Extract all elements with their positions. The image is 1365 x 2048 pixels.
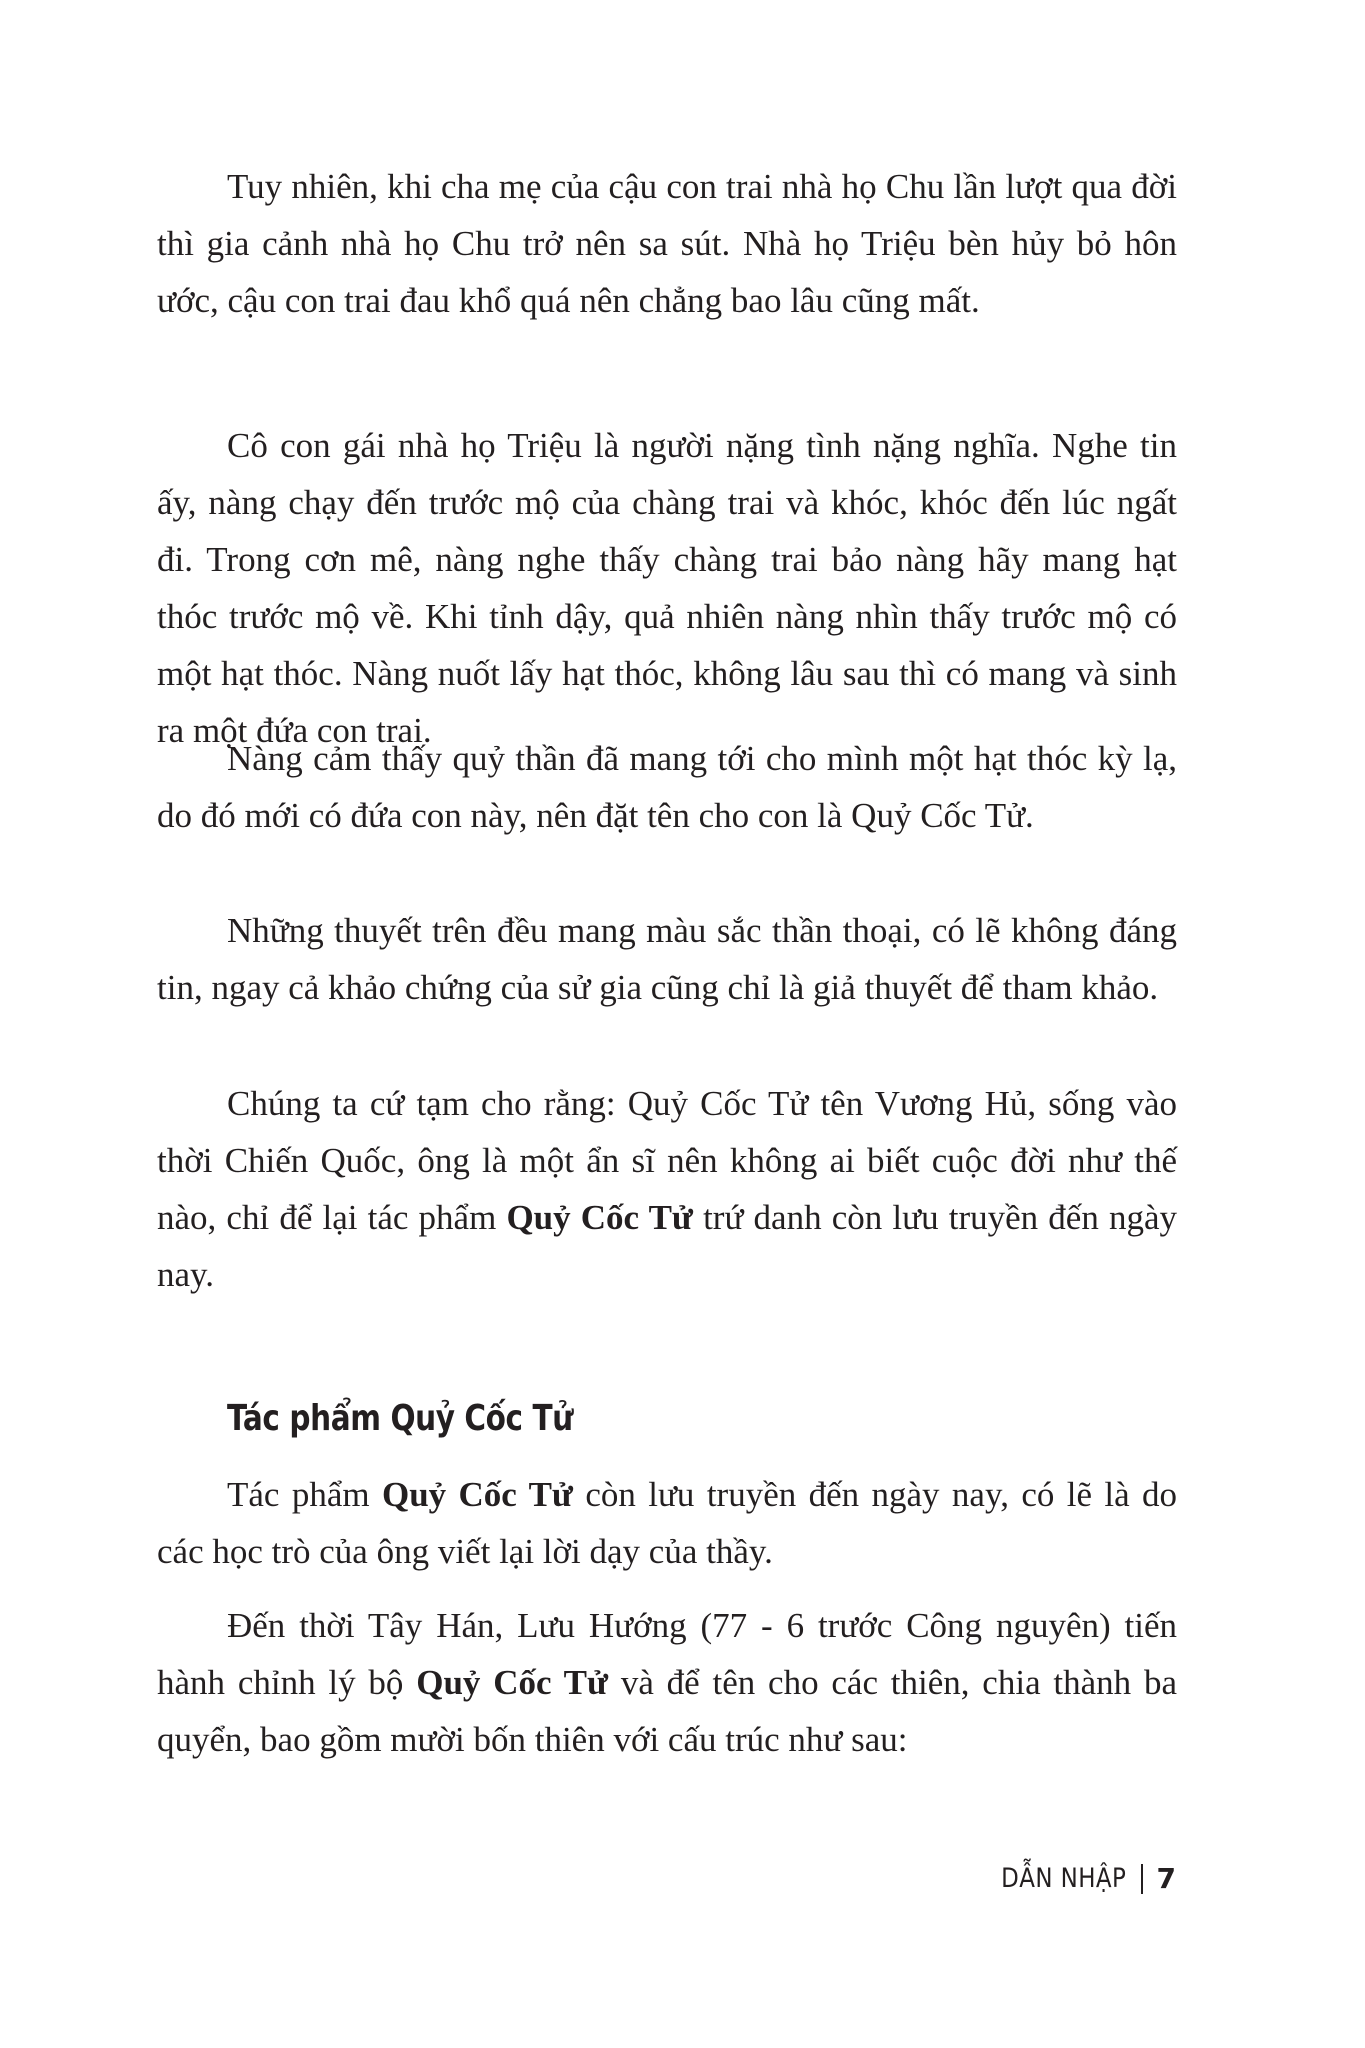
paragraph-text: Nàng cảm thấy quỷ thần đã mang tới cho mình một hạt thóc kỳ lạ, do đó mới có đứa con này, nên đặt tên cho con là Quỷ Cốc Tử. bbox=[157, 739, 1177, 835]
paragraph-text bbox=[157, 1075, 1177, 1303]
paragraph-5 bbox=[157, 1075, 1177, 1303]
paragraph-6 bbox=[157, 1466, 1177, 1580]
text-run: và để tên cho các thiên, chia thành ba quyển, bao gồm mười bốn thiên với cấu trúc như sau: bbox=[157, 1663, 1177, 1759]
section-heading: Tác phẩm Quỷ Cốc Tử bbox=[227, 1398, 573, 1439]
paragraph-text: Những thuyết trên đều mang màu sắc thần thoại, có lẽ không đáng tin, ngay cả khảo chứng của sử gia cũng chỉ là giả thuyết để tham khảo. bbox=[157, 911, 1177, 1007]
text-run: Chúng ta cứ tạm cho rằng: Quỷ Cốc Tử tên Vương Hủ, sống vào thời Chiến Quốc, ông là một ẩn sĩ nên không ai biết cuộc đời như thế nào, chỉ để lại tác phẩm bbox=[157, 1084, 1177, 1237]
text-run: trứ danh còn lưu truyền đến ngày nay. bbox=[157, 1198, 1177, 1294]
paragraph-text bbox=[157, 1466, 1177, 1580]
paragraph-3 bbox=[157, 730, 1177, 844]
text-run: Đến thời Tây Hán, Lưu Hướng (77 - 6 trước Công nguyên) tiến hành chỉnh lý bộ bbox=[157, 1606, 1177, 1702]
book-title-bold: Quỷ Cốc Tử bbox=[506, 1198, 693, 1237]
section-label: DẪN NHẬP bbox=[1001, 1863, 1127, 1894]
page-number: 7 bbox=[1156, 1862, 1176, 1895]
text-run: còn lưu truyền đến ngày nay, có lẽ là do các học trò của ông viết lại lời dạy của thầy. bbox=[157, 1475, 1178, 1571]
paragraph-text bbox=[157, 1597, 1177, 1768]
paragraph-4 bbox=[157, 902, 1177, 1016]
paragraph-text: Tuy nhiên, khi cha mẹ của cậu con trai nhà họ Chu lần lượt qua đời thì gia cảnh nhà họ Chu trở nên sa sút. Nhà họ Triệu bèn hủy bỏ hôn ước, cậu con trai đau khổ quá nên chẳng bao lâu cũng mất. bbox=[157, 167, 1177, 320]
paragraph-7 bbox=[157, 1597, 1177, 1768]
footer-divider bbox=[1141, 1864, 1143, 1894]
text-run: Tác phẩm bbox=[227, 1475, 382, 1514]
paragraph-1 bbox=[157, 158, 1177, 329]
paragraph-text: Cô con gái nhà họ Triệu là người nặng tình nặng nghĩa. Nghe tin ấy, nàng chạy đến trước mộ của chàng trai và khóc, khóc đến lúc ngất đi. Trong cơn mê, nàng nghe thấy chàng trai bảo nàng hãy mang hạt thóc trước mộ về. Khi tỉnh dậy, quả nhiên nàng nhìn thấy trước mộ có một hạt thóc. Nàng nuốt lấy hạt thóc, không lâu sau thì có mang và sinh ra một đứa con trai. bbox=[157, 426, 1177, 750]
page-footer bbox=[979, 1862, 1176, 1895]
paragraph-2 bbox=[157, 417, 1177, 759]
book-title-bold: Quỷ Cốc Tử bbox=[381, 1475, 573, 1514]
book-title-bold: Quỷ Cốc Tử bbox=[416, 1663, 609, 1702]
